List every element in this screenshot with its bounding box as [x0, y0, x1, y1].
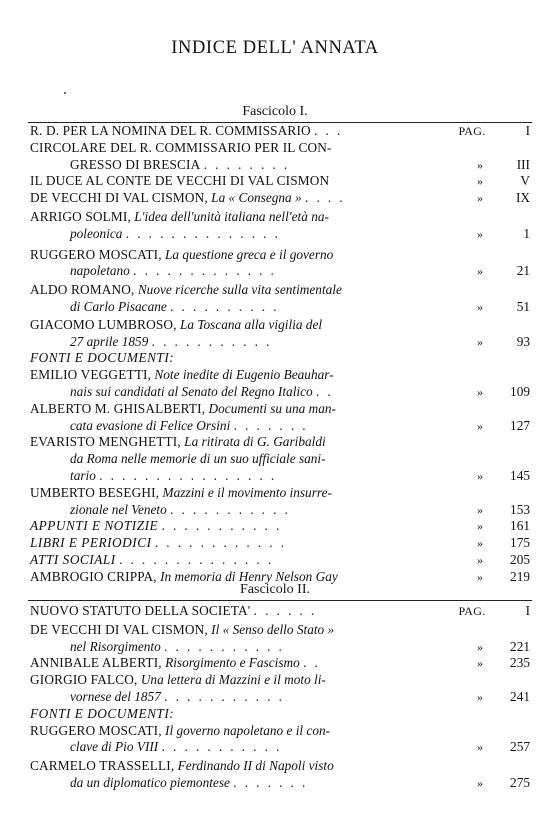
page-marker: » — [477, 418, 483, 433]
entry-line — [30, 552, 530, 569]
page-number: I — [525, 603, 530, 618]
page-marker: PAG. — [458, 124, 486, 138]
page-marker: » — [477, 775, 483, 790]
index-entry — [30, 485, 530, 519]
entry-title: 27 aprile 1859 — [70, 333, 149, 349]
entry-line — [30, 226, 530, 243]
index-entry — [30, 622, 530, 656]
page-number: III — [516, 156, 530, 172]
page-number: 235 — [510, 655, 530, 671]
entry-line — [30, 639, 530, 656]
entry-author: R. D. PER LA NOMINA DEL R. COMMISSARIO — [30, 123, 311, 138]
fascicolo-1-heading: Fascicolo I. — [242, 104, 308, 119]
leader-dots: . . — [315, 383, 334, 399]
entry-line — [30, 706, 530, 723]
entry-title: Una lettera di Mazzini e il moto li- — [140, 672, 326, 688]
entry-author: ALBERTO M. GHISALBERTI, — [30, 400, 206, 416]
entry-title: Ferdinando II di Napoli visto — [177, 758, 334, 774]
entry-author: ALDO ROMANO, — [30, 282, 135, 298]
entry-line — [30, 689, 530, 706]
entry-title: La ritirata di G. Garibaldi — [184, 434, 326, 450]
leader-dots: . . . . . . . . . . . . . . . . — [99, 467, 277, 483]
page-title: INDICE DELL' ANNATA — [171, 38, 379, 58]
entry-author: DE VECCHI DI VAL CISMON, — [30, 621, 208, 637]
entry-title: In memoria di Henry Nelson Gay — [160, 568, 338, 584]
entry-line — [30, 190, 530, 207]
entry-line — [30, 247, 530, 264]
entry-title: Nuove ricerche sulla vita sentimentale — [137, 282, 342, 298]
page-marker: » — [477, 502, 483, 517]
entry-author: NUOVO STATUTO DELLA SOCIETA' — [30, 603, 251, 618]
page-number: 109 — [510, 383, 530, 399]
entry-line — [30, 157, 530, 174]
entry-line — [30, 723, 530, 740]
leader-dots: . . . . . . . . . . . — [170, 501, 291, 517]
entry-line — [30, 622, 530, 639]
entry-author: IL DUCE AL CONTE DE VECCHI DI VAL CISMON — [30, 173, 330, 189]
page-number: 175 — [510, 535, 530, 551]
leader-dots: . . . . . . . . . . . — [164, 638, 285, 654]
entry-title: zionale nel Veneto — [70, 501, 167, 517]
entry-line — [30, 384, 530, 401]
entry-author: RUGGERO MOSCATI, — [30, 246, 162, 262]
entry-title: Documenti su una man- — [208, 400, 336, 416]
entry-line — [30, 485, 530, 502]
entry-line — [30, 209, 530, 226]
entry-author: EVARISTO MENGHETTI, — [30, 434, 181, 450]
entry-line — [30, 350, 530, 367]
index-entry — [30, 603, 530, 620]
page-marker: » — [477, 740, 483, 755]
page-marker: » — [477, 384, 483, 399]
entry-line — [30, 603, 530, 620]
page-number: I — [525, 123, 530, 138]
entry-title: di Carlo Pisacane — [70, 298, 167, 314]
leader-dots: . . . . . . . . . . . . . — [133, 263, 277, 279]
entry-title: Note inedite di Eugenio Beauhar- — [154, 367, 334, 383]
page-number: 127 — [510, 417, 530, 433]
page-marker: » — [477, 639, 483, 654]
entry-title: L'idea dell'unità italiana nell'età na- — [134, 209, 329, 224]
entry-title: La Toscana alla vigilia del — [179, 316, 323, 332]
entry-author: CIRCOLARE DEL R. COMMISSARIO PER IL CON- — [30, 139, 332, 155]
page-number: IX — [515, 190, 530, 206]
leader-dots: . . . — [314, 123, 343, 138]
page-marker: » — [477, 656, 483, 671]
page-marker: » — [477, 299, 483, 314]
entry-line — [30, 655, 530, 672]
page-number: 219 — [510, 568, 530, 584]
entry-line — [30, 317, 530, 334]
entry-line — [30, 434, 530, 451]
section-label: FONTI E DOCUMENTI: — [30, 350, 175, 366]
page-marker: » — [477, 334, 483, 349]
page-number: 153 — [510, 501, 530, 517]
index-entry — [30, 655, 530, 672]
entry-line — [30, 123, 530, 140]
index-entry — [30, 672, 530, 706]
index-entry — [30, 535, 530, 552]
entry-title: poleonica — [70, 225, 123, 241]
entry-line — [30, 173, 530, 190]
page-number: 275 — [510, 774, 530, 790]
entry-title: da un diplomatico piemontese — [70, 774, 230, 790]
entry-line — [30, 282, 530, 299]
leader-dots: . . . . . . . . . . . . . . — [119, 552, 274, 567]
index-entry — [30, 209, 530, 243]
index-entry — [30, 190, 530, 207]
page-marker: PAG. — [458, 604, 486, 618]
ink-speck — [64, 92, 66, 94]
entry-title: nel Risorgimento — [70, 638, 161, 654]
entry-title: nais sui candidati al Senato del Regno Italico — [70, 383, 313, 399]
entry-line — [30, 518, 530, 535]
entry-line — [30, 758, 530, 775]
index-entry — [30, 123, 530, 140]
entry-author: ARRIGO SOLMI, — [30, 209, 131, 224]
leader-dots: . . . . . . . . . . . — [161, 518, 282, 534]
page-marker: » — [477, 174, 483, 189]
section-label: APPUNTI E NOTIZIE — [30, 518, 159, 534]
index-entry — [30, 401, 530, 435]
entry-title: Mazzini e il movimento insurre- — [162, 484, 332, 500]
entry-line — [30, 418, 530, 435]
index-entry — [30, 518, 530, 535]
page-number: 51 — [516, 298, 530, 314]
entry-author: UMBERTO BESEGHI, — [30, 484, 160, 500]
leader-dots: . . . . . . . . . . . — [151, 333, 272, 349]
leader-dots: . . . . . . . . . . . — [161, 739, 282, 755]
page-number: 241 — [510, 688, 530, 704]
entry-line — [30, 334, 530, 351]
page-marker: » — [477, 191, 483, 206]
entry-title: cata evasione di Felice Orsini — [70, 417, 231, 433]
index-entry — [30, 350, 530, 367]
leader-dots: . . . . . . . . — [203, 156, 290, 172]
index-entry — [30, 317, 530, 351]
index-entry — [30, 434, 530, 484]
entry-author: GIACOMO LUMBROSO, — [30, 316, 177, 332]
page-number: 1 — [523, 225, 530, 241]
page-number: 21 — [516, 263, 530, 279]
entry-line — [30, 451, 530, 468]
entry-title: napoletano — [70, 263, 130, 279]
entry-title: Risorgimento e Fascismo — [165, 655, 300, 671]
entry-title: Il governo napoletano e il con- — [165, 722, 331, 738]
section-label: LIBRI E PERIODICI — [30, 535, 152, 551]
fascicolo-2-heading: Fascicolo II. — [240, 582, 310, 597]
page-marker: » — [477, 689, 483, 704]
page-marker: » — [477, 468, 483, 483]
page-marker: » — [477, 226, 483, 241]
index-entry — [30, 367, 530, 401]
entry-title: Il « Senso dello Stato » — [211, 621, 335, 637]
page-number: 145 — [510, 467, 530, 483]
entry-line — [30, 299, 530, 316]
index-entry — [30, 552, 530, 569]
entry-author: AMBROGIO CRIPPA, — [30, 568, 157, 584]
entry-title: vornese del 1857 — [70, 688, 161, 704]
fascicolo-2-rule — [28, 600, 532, 601]
entry-line — [30, 263, 530, 280]
leader-dots: . . . . . . . . . . . — [164, 688, 285, 704]
index-entry — [30, 282, 530, 316]
entry-title: tario — [70, 467, 96, 483]
page-number: 205 — [510, 552, 530, 567]
entry-author: RUGGERO MOSCATI, — [30, 722, 162, 738]
leader-dots: . . . . . . . . . . — [170, 298, 279, 314]
page-number: V — [520, 173, 530, 189]
page-marker: » — [477, 264, 483, 279]
leader-dots: . . — [303, 655, 321, 671]
entry-line — [30, 739, 530, 756]
entry-title: La questione greca e il governo — [165, 246, 334, 262]
leader-dots: . . . . . . . — [233, 417, 309, 433]
entry-line — [30, 367, 530, 384]
page-number: 161 — [510, 518, 530, 534]
page-marker: » — [477, 553, 483, 567]
page-marker: » — [477, 569, 483, 584]
page-number: 93 — [516, 333, 530, 349]
leader-dots: . . . . — [305, 190, 346, 206]
index-entry — [30, 173, 530, 190]
section-label: FONTI E DOCUMENTI: — [30, 705, 175, 721]
index-entry — [30, 758, 530, 792]
entry-line — [30, 502, 530, 519]
section-label: ATTI SOCIALI — [30, 552, 116, 567]
leader-dots: . . . . . . — [253, 603, 317, 618]
entry-line — [30, 672, 530, 689]
entry-author: ANNIBALE ALBERTI, — [30, 655, 162, 671]
entry-author: GRESSO DI BRESCIA — [70, 156, 201, 172]
page-marker: » — [477, 536, 483, 551]
page-marker: » — [477, 519, 483, 534]
index-entry — [30, 247, 530, 281]
page-number: 257 — [510, 739, 530, 755]
page-marker: » — [477, 157, 483, 172]
index-entry — [30, 140, 530, 174]
leader-dots: . . . . . . . — [233, 774, 308, 790]
entry-title: La « Consegna » — [211, 190, 302, 206]
entry-line — [30, 401, 530, 418]
entry-author: GIORGIO FALCO, — [30, 672, 138, 688]
index-entry — [30, 723, 530, 757]
entry-line — [30, 775, 530, 792]
entry-title: clave di Pio VIII — [70, 739, 159, 755]
entry-line — [30, 535, 530, 552]
entry-author: CARMELO TRASSELLI, — [30, 758, 175, 774]
page-number: 221 — [510, 638, 530, 654]
index-entry — [30, 706, 530, 723]
leader-dots: . . . . . . . . . . . . . . — [125, 225, 281, 241]
entry-line — [30, 468, 530, 485]
entry-title: da Roma nelle memorie di un suo ufficiale sani- — [70, 451, 326, 467]
entry-author: DE VECCHI DI VAL CISMON, — [30, 190, 208, 206]
leader-dots: . . . . . . . . . . . . — [154, 535, 287, 551]
entry-author: EMILIO VEGGETTI, — [30, 367, 152, 383]
entry-line — [30, 140, 530, 157]
